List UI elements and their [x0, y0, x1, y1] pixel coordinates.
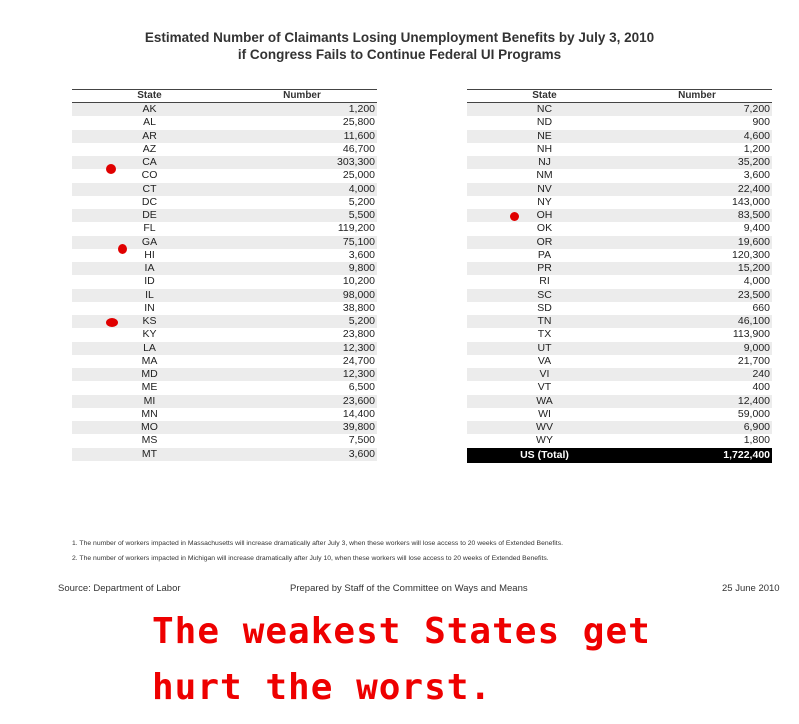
- number-cell: 1,200: [743, 142, 770, 155]
- table-row: [467, 408, 772, 421]
- table-row: [72, 209, 377, 222]
- state-cell: MA: [141, 354, 158, 367]
- table-row: [467, 222, 772, 235]
- number-cell: 6,500: [348, 381, 375, 394]
- number-cell: 10,200: [342, 275, 375, 288]
- state-cell: FL: [143, 222, 156, 235]
- state-cell: CA: [72, 156, 227, 169]
- number-cell: 22,400: [622, 183, 772, 196]
- state-cell: KS: [72, 315, 227, 328]
- table-row: [72, 116, 377, 129]
- number-cell: 7,200: [622, 103, 772, 117]
- state-cell: PR: [467, 262, 622, 275]
- number-cell: 24,700: [342, 354, 375, 367]
- left-table-body: [72, 103, 377, 461]
- table-row: [467, 249, 772, 262]
- number-cell: 21,700: [737, 354, 770, 367]
- number-cell: 3,600: [743, 169, 770, 182]
- state-cell: IL: [72, 289, 227, 302]
- state-cell: MD: [72, 368, 227, 381]
- state-cell: NH: [536, 142, 553, 155]
- state-cell: MI: [72, 395, 227, 408]
- number-cell: 400: [752, 381, 770, 394]
- number-cell: 12,300: [227, 342, 377, 355]
- number-cell: 4,000: [743, 275, 770, 288]
- state-cell: SD: [537, 301, 552, 314]
- number-column-header: Number: [622, 90, 772, 103]
- state-cell: NJ: [467, 156, 622, 169]
- table-row: [72, 395, 377, 408]
- table-row: [467, 196, 772, 209]
- state-cell: WV: [467, 421, 622, 434]
- number-cell: 4,000: [227, 183, 377, 196]
- state-cell: HI: [144, 248, 155, 261]
- number-cell: 12,400: [622, 395, 772, 408]
- table-row: [72, 196, 377, 209]
- number-cell: 5,200: [348, 195, 375, 208]
- state-cell: DE: [72, 209, 227, 222]
- state-cell: AK: [72, 103, 227, 117]
- state-cell: CO: [141, 169, 158, 182]
- table-row: [467, 328, 772, 341]
- state-cell: WA: [467, 395, 622, 408]
- document-title-line1: Estimated Number of Claimants Losing Unemployment Benefits by July 3, 2010: [144, 30, 655, 45]
- number-cell: 59,000: [737, 407, 770, 420]
- table-row: [467, 368, 772, 381]
- number-column-header: Number: [227, 90, 377, 103]
- number-cell: 83,500: [622, 209, 772, 222]
- number-cell: 5,200: [227, 315, 377, 328]
- number-cell: 1,800: [743, 434, 770, 447]
- number-cell: 660: [752, 301, 770, 314]
- state-cell: TX: [537, 328, 552, 341]
- table-row: [467, 275, 772, 288]
- number-cell: 98,000: [227, 289, 377, 302]
- table-row: [72, 169, 377, 182]
- state-cell: ME: [141, 381, 158, 394]
- number-cell: 6,900: [622, 421, 772, 434]
- number-cell: 113,900: [732, 328, 770, 341]
- table-row: [72, 381, 377, 394]
- table-row: [467, 355, 772, 368]
- number-cell: 303,300: [227, 156, 377, 169]
- number-cell: 9,000: [622, 342, 772, 355]
- number-cell: 23,800: [342, 328, 375, 341]
- handwritten-annotation-line1: The weakest States get: [152, 611, 651, 652]
- state-cell: AZ: [142, 142, 157, 155]
- number-cell: 25,800: [342, 116, 375, 129]
- number-cell: 15,200: [622, 262, 772, 275]
- number-cell: 39,800: [227, 421, 377, 434]
- table-row: [72, 434, 377, 447]
- number-cell: 19,600: [622, 236, 772, 249]
- state-cell: UT: [467, 342, 622, 355]
- state-cell: OK: [536, 222, 553, 235]
- state-cell: MO: [72, 421, 227, 434]
- state-cell: AR: [72, 130, 227, 143]
- number-cell: 14,400: [342, 407, 375, 420]
- table-row: [467, 434, 772, 447]
- state-cell: IN: [144, 301, 155, 314]
- red-mark-ca: [106, 164, 116, 174]
- table-row: [72, 156, 377, 169]
- number-cell: 75,100: [227, 236, 377, 249]
- table-row: [467, 103, 772, 117]
- us-total-number: 1,722,400: [622, 448, 772, 463]
- number-cell: 46,100: [622, 315, 772, 328]
- state-cell: VA: [537, 354, 552, 367]
- number-cell: 7,500: [348, 434, 375, 447]
- footnote-michigan: 2. The number of workers impacted in Michigan will increase dramatically after July 10, when these workers will lose access to 20 weeks of Extended Benefits.: [72, 555, 549, 562]
- state-column-header: State: [467, 90, 622, 103]
- state-cell: NY: [537, 195, 552, 208]
- footnote-massachusetts: 1. The number of workers impacted in Massachusetts will increase dramatically after July 3, when these workers will lose access to 20 weeks of Extended Benefits.: [72, 540, 563, 547]
- number-cell: 3,600: [227, 448, 377, 461]
- table-row: [467, 289, 772, 302]
- table-row: [72, 421, 377, 434]
- number-cell: 38,800: [342, 301, 375, 314]
- state-cell: AL: [143, 116, 156, 129]
- state-cell: MT: [72, 448, 227, 461]
- state-cell: OR: [467, 236, 622, 249]
- number-cell: 240: [622, 368, 772, 381]
- prepared-by-text: Prepared by Staff of the Committee on Ways and Means: [290, 583, 528, 594]
- table-row: [467, 169, 772, 182]
- state-cell: ID: [144, 275, 155, 288]
- table-row: [72, 289, 377, 302]
- table-row: [467, 342, 772, 355]
- state-cell: IA: [72, 262, 227, 275]
- table-row: [467, 143, 772, 156]
- state-cell: SC: [467, 289, 622, 302]
- document-title-line2: if Congress Fails to Continue Federal UI Programs: [237, 47, 562, 62]
- table-row: [467, 421, 772, 434]
- table-row: [467, 236, 772, 249]
- number-cell: 25,000: [342, 169, 375, 182]
- red-mark-ny: [510, 212, 519, 221]
- number-cell: 11,600: [227, 130, 377, 143]
- table-row: [72, 143, 377, 156]
- table-row: [467, 395, 772, 408]
- table-row: [467, 156, 772, 169]
- state-cell: DC: [141, 195, 158, 208]
- state-cell: NC: [467, 103, 622, 117]
- table-row: [72, 408, 377, 421]
- state-cell: RI: [539, 275, 550, 288]
- table-row: [72, 103, 377, 117]
- state-cell: LA: [72, 342, 227, 355]
- state-cell: PA: [537, 248, 552, 261]
- red-mark-il: [106, 318, 118, 327]
- number-cell: 119,200: [337, 222, 375, 235]
- table-row: [72, 355, 377, 368]
- state-cell: NM: [536, 169, 553, 182]
- table-row: [72, 368, 377, 381]
- state-cell: KY: [142, 328, 157, 341]
- table-row: [72, 275, 377, 288]
- state-cell: VT: [537, 381, 552, 394]
- right-table-body: [467, 103, 772, 448]
- number-cell: 9,800: [227, 262, 377, 275]
- state-cell: OH: [467, 209, 622, 222]
- table-row: [72, 448, 377, 461]
- table-row: [72, 302, 377, 315]
- red-mark-fl: [118, 244, 127, 254]
- state-cell: MN: [141, 407, 158, 420]
- number-cell: 3,600: [348, 248, 375, 261]
- left-claimants-table: [72, 89, 377, 461]
- number-cell: 143,000: [732, 195, 770, 208]
- table-row: [467, 381, 772, 394]
- number-cell: 5,500: [227, 209, 377, 222]
- number-cell: 23,600: [227, 395, 377, 408]
- state-cell: NE: [467, 130, 622, 143]
- table-row: [72, 342, 377, 355]
- state-cell: WI: [538, 407, 551, 420]
- table-row: [467, 183, 772, 196]
- table-row: [72, 328, 377, 341]
- state-column-header: State: [72, 90, 227, 103]
- state-cell: NV: [467, 183, 622, 196]
- state-cell: WY: [536, 434, 553, 447]
- number-cell: 9,400: [743, 222, 770, 235]
- number-cell: 12,300: [227, 368, 377, 381]
- right-claimants-table: [467, 89, 772, 463]
- state-cell: VI: [467, 368, 622, 381]
- table-row: [72, 130, 377, 143]
- table-row: [467, 130, 772, 143]
- table-row: [72, 183, 377, 196]
- number-cell: 4,600: [622, 130, 772, 143]
- number-cell: 35,200: [622, 156, 772, 169]
- number-cell: 900: [752, 116, 770, 129]
- us-total-row: [467, 448, 772, 463]
- table-row: [72, 262, 377, 275]
- number-cell: 120,300: [732, 248, 770, 261]
- source-text: Source: Department of Labor: [58, 583, 181, 594]
- date-text: 25 June 2010: [722, 583, 780, 594]
- table-row: [467, 302, 772, 315]
- table-row: [467, 116, 772, 129]
- state-cell: ND: [536, 116, 553, 129]
- table-row: [467, 315, 772, 328]
- number-cell: 23,500: [622, 289, 772, 302]
- number-cell: 46,700: [342, 142, 375, 155]
- state-cell: TN: [467, 315, 622, 328]
- state-cell: CT: [72, 183, 227, 196]
- state-cell: MS: [141, 434, 158, 447]
- state-cell: GA: [72, 236, 227, 249]
- handwritten-annotation-line2: hurt the worst.: [152, 667, 493, 708]
- number-cell: 1,200: [227, 103, 377, 117]
- table-row: [72, 222, 377, 235]
- us-total-label: US (Total): [467, 448, 622, 463]
- table-row: [467, 262, 772, 275]
